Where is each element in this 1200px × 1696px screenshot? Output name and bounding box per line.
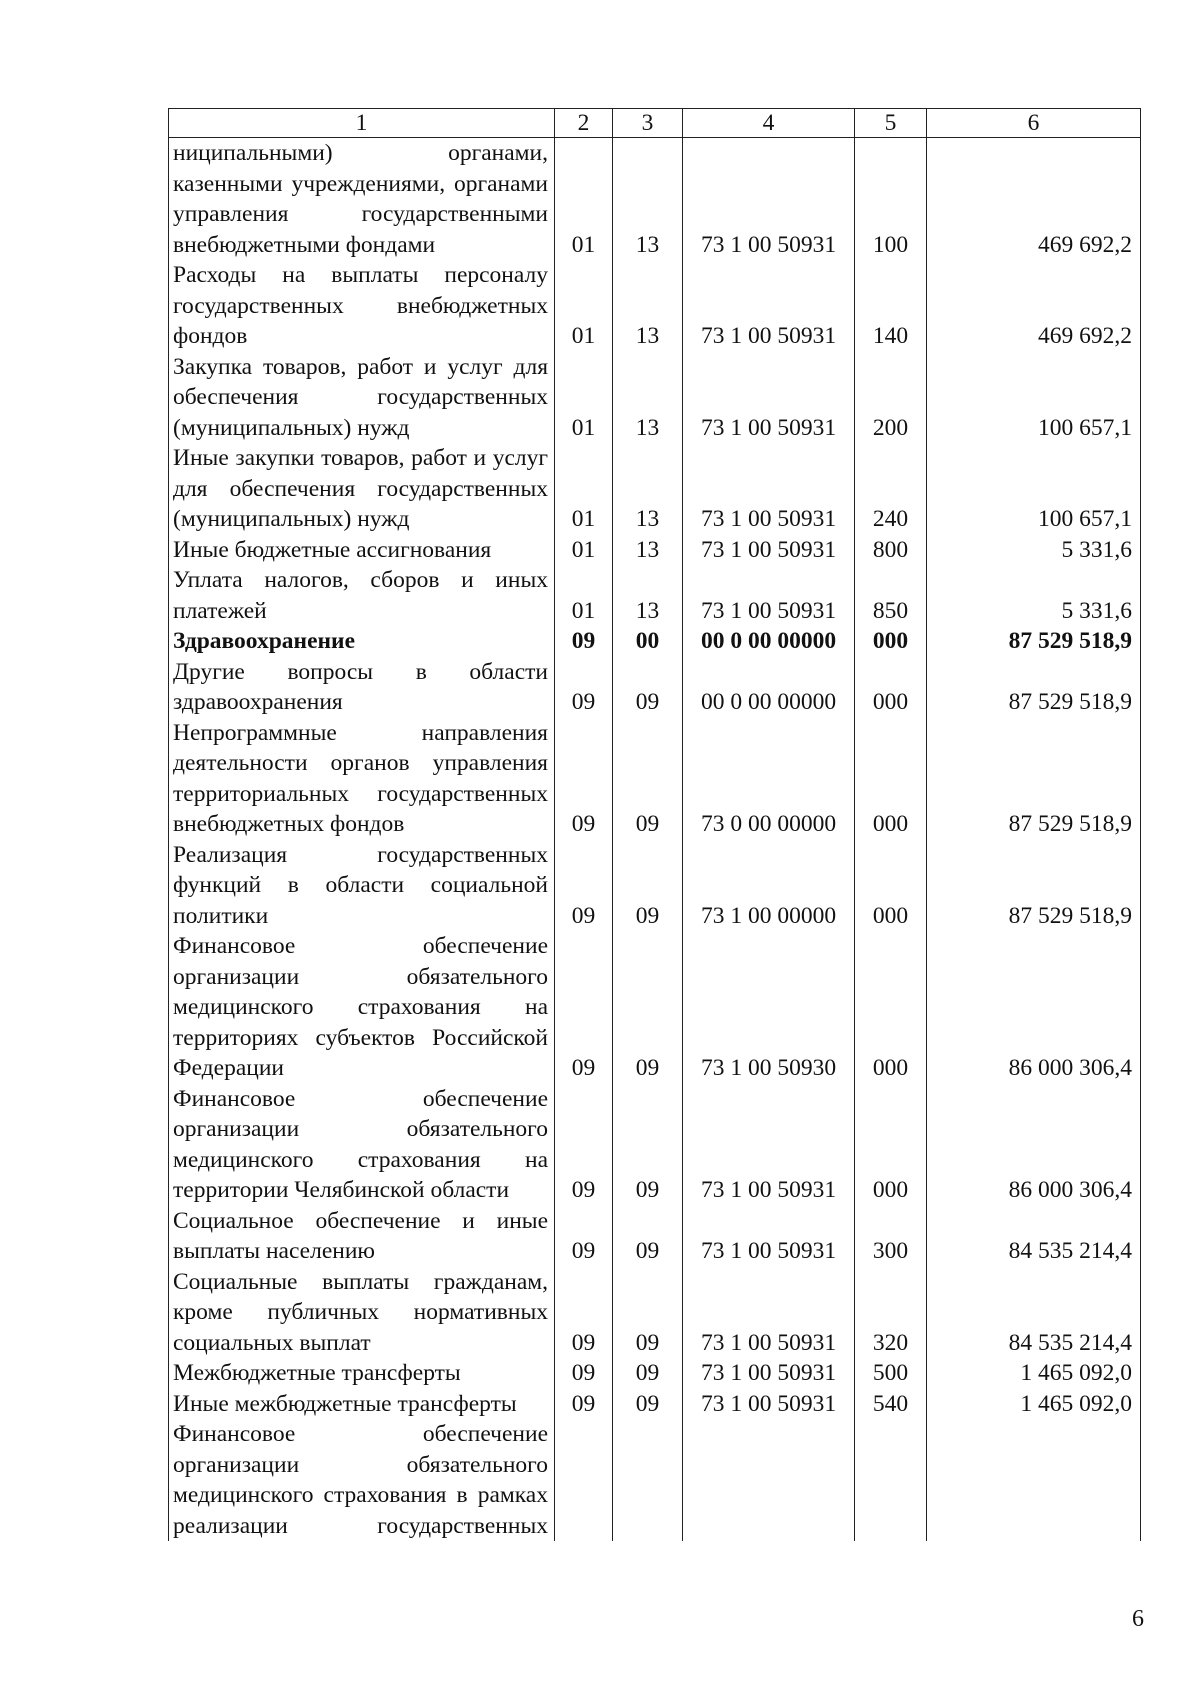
- subsection-code-cell: 09: [613, 718, 683, 840]
- table-row: [169, 1358, 1141, 1389]
- amount-cell: [927, 1419, 1141, 1541]
- expense-type-cell: 320: [855, 1267, 927, 1359]
- amount-cell: 100 657,1: [927, 352, 1141, 444]
- expense-type-cell: 240: [855, 443, 927, 535]
- target-article-cell: 73 1 00 50931: [683, 535, 855, 566]
- subsection-code-cell: 13: [613, 535, 683, 566]
- expense-type-cell: 000: [855, 657, 927, 718]
- amount-cell: 87 529 518,9: [927, 626, 1141, 657]
- target-article-cell: 73 1 00 50931: [683, 1267, 855, 1359]
- section-code-cell: 09: [555, 1389, 613, 1420]
- table-row: [169, 1389, 1141, 1420]
- table-row: [169, 626, 1141, 657]
- amount-cell: 5 331,6: [927, 535, 1141, 566]
- amount-cell: 469 692,2: [927, 138, 1141, 261]
- table-row: [169, 1084, 1141, 1206]
- table-row: [169, 443, 1141, 535]
- subsection-code-cell: 13: [613, 138, 683, 261]
- target-article-cell: [683, 1419, 855, 1541]
- table-row: [169, 718, 1141, 840]
- amount-cell: 84 535 214,4: [927, 1206, 1141, 1267]
- subsection-code-cell: 09: [613, 1358, 683, 1389]
- expense-type-cell: 140: [855, 260, 927, 352]
- name-cell: Уплата налогов, сборов и иных платежей: [169, 565, 555, 626]
- subsection-code-cell: 13: [613, 565, 683, 626]
- target-article-cell: 73 1 00 50931: [683, 565, 855, 626]
- name-cell: Финансовое обеспечение организации обязательного медицинского страхования на территории Челябинской области: [169, 1084, 555, 1206]
- expense-type-cell: 200: [855, 352, 927, 444]
- target-article-cell: 73 1 00 50931: [683, 1206, 855, 1267]
- target-article-cell: 73 1 00 50931: [683, 1389, 855, 1420]
- target-article-cell: 73 1 00 50931: [683, 260, 855, 352]
- name-cell: Иные бюджетные ассигнования: [169, 535, 555, 566]
- section-code-cell: [555, 1419, 613, 1541]
- amount-cell: 87 529 518,9: [927, 840, 1141, 932]
- target-article-cell: 73 1 00 50931: [683, 1358, 855, 1389]
- section-code-cell: 01: [555, 565, 613, 626]
- expense-type-cell: 300: [855, 1206, 927, 1267]
- table-row: [169, 1267, 1141, 1359]
- name-cell: Финансовое обеспечение организации обязательного медицинского страхования в рамках реализации государственных: [169, 1419, 555, 1541]
- target-article-cell: 00 0 00 00000: [683, 626, 855, 657]
- expense-type-cell: 000: [855, 626, 927, 657]
- table-row: [169, 657, 1141, 718]
- name-cell: Социальное обеспечение и иные выплаты населению: [169, 1206, 555, 1267]
- expense-type-cell: 000: [855, 840, 927, 932]
- expense-type-cell: 500: [855, 1358, 927, 1389]
- expense-type-cell: 800: [855, 535, 927, 566]
- header-col-1: 1: [169, 109, 555, 138]
- subsection-code-cell: 13: [613, 260, 683, 352]
- section-code-cell: 09: [555, 626, 613, 657]
- amount-cell: 100 657,1: [927, 443, 1141, 535]
- section-code-cell: 09: [555, 718, 613, 840]
- subsection-code-cell: 09: [613, 1084, 683, 1206]
- subsection-code-cell: 09: [613, 931, 683, 1084]
- name-cell: Социальные выплаты гражданам, кроме публичных нормативных социальных выплат: [169, 1267, 555, 1359]
- header-col-5: 5: [855, 109, 927, 138]
- page-number: 6: [1132, 1606, 1144, 1632]
- section-code-cell: 09: [555, 1267, 613, 1359]
- target-article-cell: 73 1 00 50931: [683, 138, 855, 261]
- section-code-cell: 09: [555, 931, 613, 1084]
- name-cell: Другие вопросы в области здравоохранения: [169, 657, 555, 718]
- subsection-code-cell: 09: [613, 1267, 683, 1359]
- expense-type-cell: 000: [855, 1084, 927, 1206]
- section-code-cell: 01: [555, 535, 613, 566]
- subsection-code-cell: 09: [613, 657, 683, 718]
- section-code-cell: 09: [555, 1358, 613, 1389]
- subsection-code-cell: 09: [613, 1206, 683, 1267]
- section-code-cell: 01: [555, 138, 613, 261]
- table-row: [169, 352, 1141, 444]
- section-code-cell: 01: [555, 260, 613, 352]
- name-cell: Здравоохранение: [169, 626, 555, 657]
- amount-cell: 87 529 518,9: [927, 657, 1141, 718]
- name-cell: Непрограммные направления деятельности органов управления территориальных государственных внебюджетных фондов: [169, 718, 555, 840]
- amount-cell: 84 535 214,4: [927, 1267, 1141, 1359]
- section-code-cell: 01: [555, 443, 613, 535]
- section-code-cell: 09: [555, 1206, 613, 1267]
- amount-cell: 5 331,6: [927, 565, 1141, 626]
- table-row: [169, 1419, 1141, 1541]
- budget-table: [168, 108, 1141, 1541]
- amount-cell: 1 465 092,0: [927, 1358, 1141, 1389]
- subsection-code-cell: 13: [613, 352, 683, 444]
- header-col-2: 2: [555, 109, 613, 138]
- amount-cell: 87 529 518,9: [927, 718, 1141, 840]
- table-body: [169, 138, 1141, 1542]
- table-row: [169, 260, 1141, 352]
- amount-cell: 86 000 306,4: [927, 931, 1141, 1084]
- target-article-cell: 73 1 00 50931: [683, 352, 855, 444]
- header-col-6: 6: [927, 109, 1141, 138]
- expense-type-cell: 000: [855, 931, 927, 1084]
- table-row: [169, 138, 1141, 261]
- expense-type-cell: 850: [855, 565, 927, 626]
- expense-type-cell: 000: [855, 718, 927, 840]
- name-cell: Финансовое обеспечение организации обязательного медицинского страхования на территориях субъектов Российской Федерации: [169, 931, 555, 1084]
- amount-cell: 86 000 306,4: [927, 1084, 1141, 1206]
- subsection-code-cell: 13: [613, 443, 683, 535]
- header-row: [169, 109, 1141, 138]
- amount-cell: 1 465 092,0: [927, 1389, 1141, 1420]
- section-code-cell: 09: [555, 840, 613, 932]
- expense-type-cell: [855, 1419, 927, 1541]
- table-row: [169, 1206, 1141, 1267]
- section-code-cell: 09: [555, 1084, 613, 1206]
- name-cell: Закупка товаров, работ и услуг для обеспечения государственных (муниципальных) нужд: [169, 352, 555, 444]
- table-row: [169, 565, 1141, 626]
- target-article-cell: 73 1 00 00000: [683, 840, 855, 932]
- subsection-code-cell: [613, 1419, 683, 1541]
- amount-cell: 469 692,2: [927, 260, 1141, 352]
- name-cell: Иные межбюджетные трансферты: [169, 1389, 555, 1420]
- target-article-cell: 00 0 00 00000: [683, 657, 855, 718]
- target-article-cell: 73 1 00 50930: [683, 931, 855, 1084]
- target-article-cell: 73 1 00 50931: [683, 1084, 855, 1206]
- table-row: [169, 840, 1141, 932]
- section-code-cell: 01: [555, 352, 613, 444]
- name-cell: Иные закупки товаров, работ и услуг для обеспечения государственных (муниципальных) нужд: [169, 443, 555, 535]
- subsection-code-cell: 00: [613, 626, 683, 657]
- target-article-cell: 73 1 00 50931: [683, 443, 855, 535]
- expense-type-cell: 100: [855, 138, 927, 261]
- header-col-4: 4: [683, 109, 855, 138]
- table-row: [169, 931, 1141, 1084]
- name-cell: Межбюджетные трансферты: [169, 1358, 555, 1389]
- header-col-3: 3: [613, 109, 683, 138]
- name-cell: ниципальными) органами, казенными учреждениями, органами управления государственными внебюджетными фондами: [169, 138, 555, 261]
- subsection-code-cell: 09: [613, 840, 683, 932]
- name-cell: Реализация государственных функций в области социальной политики: [169, 840, 555, 932]
- table-row: [169, 535, 1141, 566]
- expense-type-cell: 540: [855, 1389, 927, 1420]
- name-cell: Расходы на выплаты персоналу государственных внебюджетных фондов: [169, 260, 555, 352]
- section-code-cell: 09: [555, 657, 613, 718]
- target-article-cell: 73 0 00 00000: [683, 718, 855, 840]
- subsection-code-cell: 09: [613, 1389, 683, 1420]
